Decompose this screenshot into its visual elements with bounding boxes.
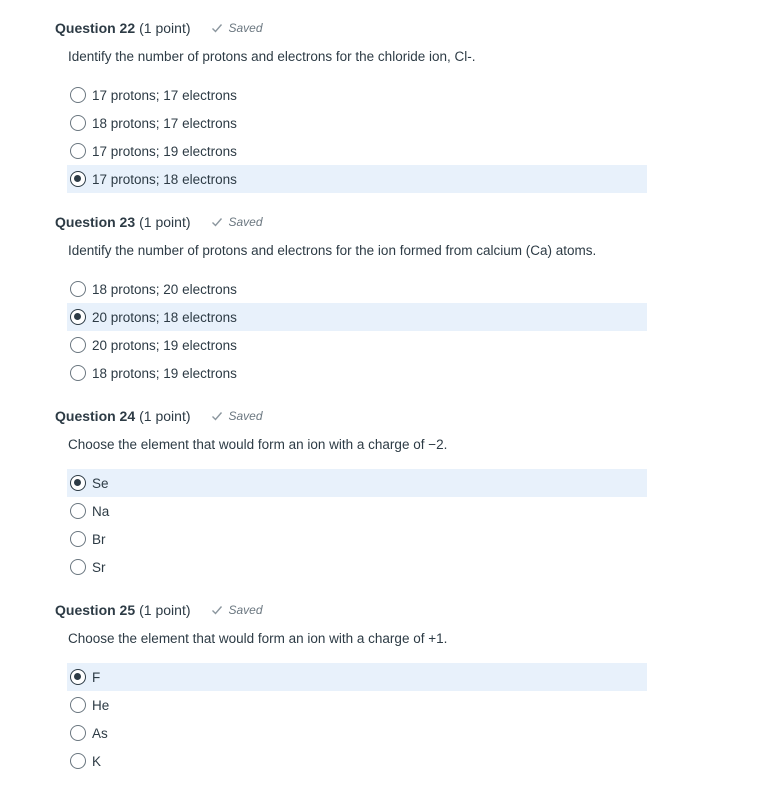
saved-label: Saved bbox=[228, 409, 263, 423]
saved-status bbox=[211, 409, 263, 423]
answer-label: Na bbox=[92, 503, 110, 519]
question-header bbox=[55, 212, 263, 232]
saved-label: Saved bbox=[228, 603, 263, 617]
answer-label: 17 protons; 18 electrons bbox=[92, 171, 237, 187]
answer-label: Se bbox=[92, 475, 109, 491]
radio-button[interactable] bbox=[70, 87, 86, 103]
question-title: Question 22 bbox=[55, 20, 136, 36]
checkmark-icon bbox=[211, 604, 223, 616]
answer-label: F bbox=[92, 669, 101, 685]
answer-option[interactable] bbox=[67, 469, 647, 497]
radio-button[interactable] bbox=[70, 669, 86, 685]
answer-option[interactable] bbox=[67, 109, 647, 137]
question-header bbox=[55, 406, 263, 426]
answer-label: 18 protons; 19 electrons bbox=[92, 365, 237, 381]
answer-option[interactable] bbox=[67, 359, 647, 387]
answer-option[interactable] bbox=[67, 719, 647, 747]
answer-label: 17 protons; 19 electrons bbox=[92, 143, 237, 159]
answer-option[interactable] bbox=[67, 663, 647, 691]
question-header bbox=[55, 18, 263, 38]
radio-button[interactable] bbox=[70, 309, 86, 325]
answer-option[interactable] bbox=[67, 81, 647, 109]
question-points: (1 point) bbox=[139, 408, 191, 424]
answer-label: As bbox=[92, 725, 108, 741]
question-header bbox=[55, 600, 263, 620]
answer-label: Br bbox=[92, 531, 106, 547]
checkmark-icon bbox=[211, 410, 223, 422]
checkmark-icon bbox=[211, 216, 223, 228]
radio-button[interactable] bbox=[70, 365, 86, 381]
question-title: Question 23 bbox=[55, 214, 136, 230]
question-title: Question 25 bbox=[55, 602, 136, 618]
radio-button[interactable] bbox=[70, 753, 86, 769]
answer-label: He bbox=[92, 697, 110, 713]
question-points: (1 point) bbox=[139, 602, 191, 618]
answer-option[interactable] bbox=[67, 553, 647, 581]
answer-option[interactable] bbox=[67, 691, 647, 719]
question-text: Choose the element that would form an ion with a charge of +1. bbox=[68, 631, 448, 646]
answer-option[interactable] bbox=[67, 331, 647, 359]
answer-label: K bbox=[92, 753, 102, 769]
question-text: Identify the number of protons and electrons for the chloride ion, Cl-. bbox=[68, 49, 476, 64]
question-points: (1 point) bbox=[139, 214, 191, 230]
answer-label: 18 protons; 17 electrons bbox=[92, 115, 237, 131]
answer-label: 17 protons; 17 electrons bbox=[92, 87, 237, 103]
answer-list bbox=[67, 275, 647, 387]
saved-status bbox=[211, 215, 263, 229]
answer-option[interactable] bbox=[67, 137, 647, 165]
question-points: (1 point) bbox=[139, 20, 191, 36]
radio-button[interactable] bbox=[70, 143, 86, 159]
radio-button[interactable] bbox=[70, 337, 86, 353]
radio-button[interactable] bbox=[70, 115, 86, 131]
answer-list bbox=[67, 81, 647, 193]
answer-option[interactable] bbox=[67, 497, 647, 525]
answer-list bbox=[67, 663, 647, 775]
saved-label: Saved bbox=[228, 21, 263, 35]
question-text: Choose the element that would form an ion with a charge of −2. bbox=[68, 437, 448, 452]
answer-option[interactable] bbox=[67, 275, 647, 303]
answer-option[interactable] bbox=[67, 747, 647, 775]
saved-label: Saved bbox=[228, 215, 263, 229]
answer-option[interactable] bbox=[67, 303, 647, 331]
radio-button[interactable] bbox=[70, 531, 86, 547]
answer-label: 20 protons; 19 electrons bbox=[92, 337, 237, 353]
radio-button[interactable] bbox=[70, 281, 86, 297]
saved-status bbox=[211, 603, 263, 617]
radio-button[interactable] bbox=[70, 559, 86, 575]
radio-button[interactable] bbox=[70, 171, 86, 187]
answer-label: 18 protons; 20 electrons bbox=[92, 281, 237, 297]
question-text: Identify the number of protons and electrons for the ion formed from calcium (Ca) atoms. bbox=[68, 243, 597, 258]
answer-option[interactable] bbox=[67, 165, 647, 193]
radio-button[interactable] bbox=[70, 725, 86, 741]
radio-button[interactable] bbox=[70, 475, 86, 491]
answer-option[interactable] bbox=[67, 525, 647, 553]
answer-label: Sr bbox=[92, 559, 106, 575]
radio-button[interactable] bbox=[70, 503, 86, 519]
answer-label: 20 protons; 18 electrons bbox=[92, 309, 237, 325]
radio-button[interactable] bbox=[70, 697, 86, 713]
answer-list bbox=[67, 469, 647, 581]
checkmark-icon bbox=[211, 22, 223, 34]
saved-status bbox=[211, 21, 263, 35]
question-title: Question 24 bbox=[55, 408, 136, 424]
